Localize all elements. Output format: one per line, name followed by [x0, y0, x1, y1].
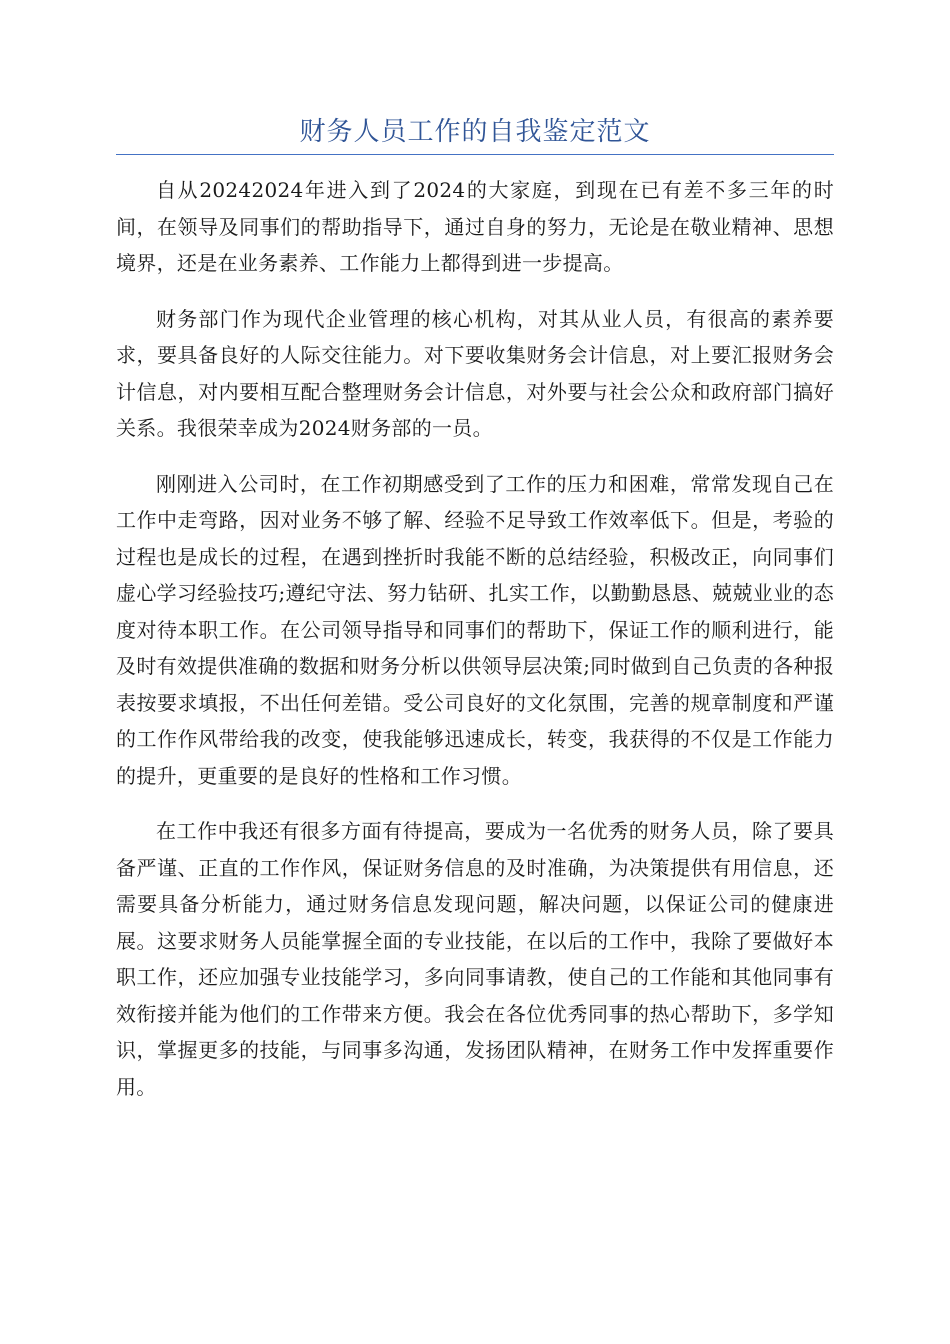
document-title: 财务人员工作的自我鉴定范文: [299, 117, 651, 147]
document-body: [116, 172, 834, 1124]
paragraph-4: 在工作中我还有很多方面有待提高，要成为一名优秀的财务人员，除了要具备严谨、正直的工作作风，保证财务信息的及时准确，为决策提供有用信息，还需要具备分析能力，通过财务信息发现问题，解决问题，以保证公司的健康进展。这要求财务人员能掌握全面的专业技能，在以后的工作中，我除了要做好本职工作，还应加强专业技能学习，多向同事请教，使自己的工作能和其他同事有效衔接并能为他们的工作带来方便。我会在各位优秀同事的热心帮助下，多学知识，掌握更多的技能，与同事多沟通，发扬团队精神，在财务工作中发挥重要作用。: [116, 819, 834, 1099]
paragraph-1: 自从20242024年进入到了2024的大家庭，到现在已有差不多三年的时间，在领导及同事们的帮助指导下，通过自身的努力，无论是在敬业精神、思想境界，还是在业务素养、工作能力上都得到进一步提高。: [116, 178, 834, 275]
title-underline: [116, 154, 834, 155]
paragraph-3: 刚刚进入公司时，在工作初期感受到了工作的压力和困难，常常发现自己在工作中走弯路，因对业务不够了解、经验不足导致工作效率低下。但是，考验的过程也是成长的过程，在遇到挫折时我能不断的总结经验，积极改正，向同事们虚心学习经验技巧;遵纪守法、努力钻研、扎实工作，以勤勤恳恳、兢兢业业的态度对待本职工作。在公司领导指导和同事们的帮助下，保证工作的顺利进行，能及时有效提供准确的数据和财务分析以供领导层决策;同时做到自己负责的各种报表按要求填报，不出任何差错。受公司良好的文化氛围，完善的规章制度和严谨的工作作风带给我的改变，使我能够迅速成长，转变，我获得的不仅是工作能力的提升，更重要的是良好的性格和工作习惯。: [116, 471, 834, 788]
paragraph-2: 财务部门作为现代企业管理的核心机构，对其从业人员，有很高的素养要求，要具备良好的人际交往能力。对下要收集财务会计信息，对上要汇报财务会计信息，对内要相互配合整理财务会计信息，对外要与社会公众和政府部门搞好关系。我很荣幸成为2024财务部的一员。: [116, 306, 834, 440]
